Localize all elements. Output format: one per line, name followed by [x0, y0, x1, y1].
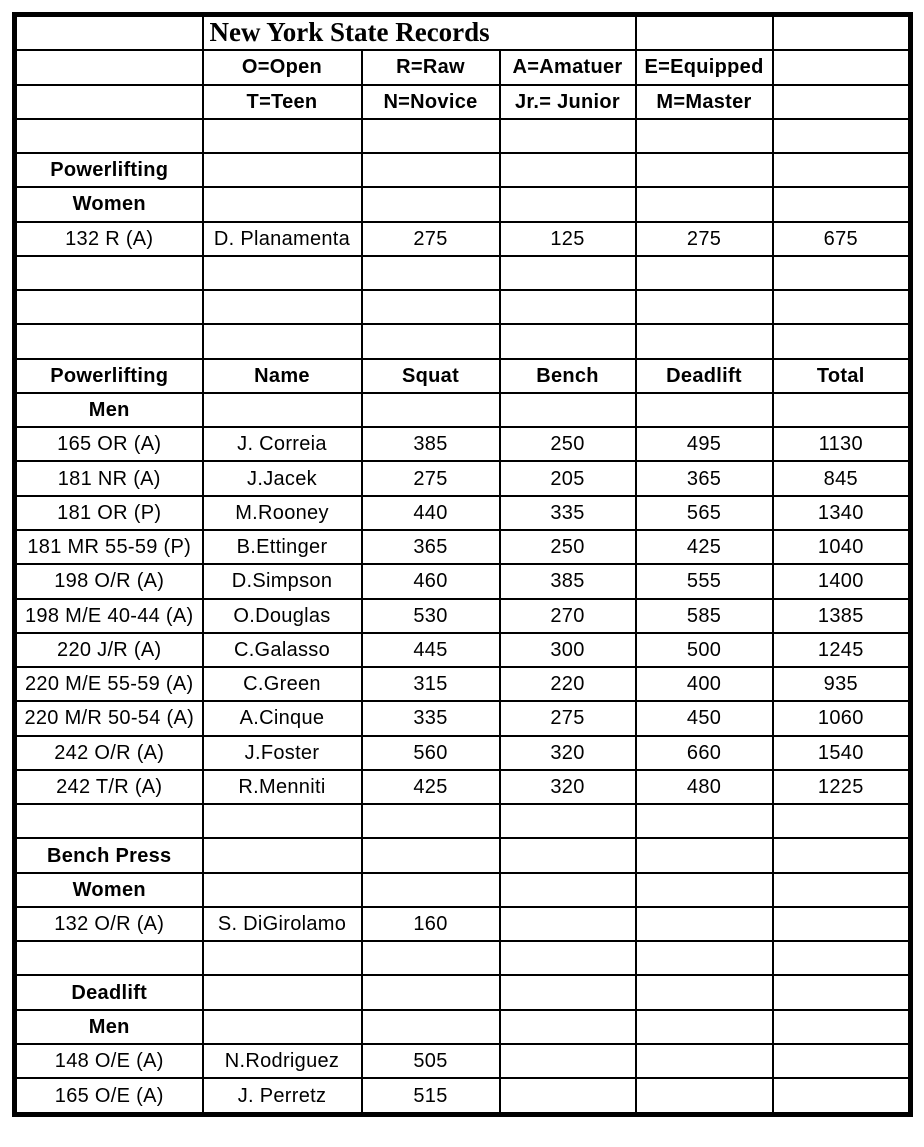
blank-cell	[362, 393, 500, 427]
blank-cell	[500, 119, 636, 153]
blank-cell	[773, 393, 911, 427]
squat-cell: 530	[362, 599, 500, 633]
record-row	[15, 599, 911, 633]
blank-cell	[203, 256, 362, 290]
lifter-name-cell: B.Ettinger	[203, 530, 362, 564]
squat-cell: 560	[362, 736, 500, 770]
record-row	[15, 701, 911, 735]
bench-cell: 385	[500, 564, 636, 598]
blank-cell	[203, 1010, 362, 1044]
blank-cell	[362, 290, 500, 324]
bench-cell: 300	[500, 633, 636, 667]
bench-cell: 220	[500, 667, 636, 701]
group-row	[15, 1010, 911, 1044]
lifter-name-cell: J. Correia	[203, 427, 362, 461]
blank-cell	[362, 324, 500, 358]
legend-amateur-cell: A=Amatuer	[500, 50, 636, 84]
weight-class-cell: 198 M/E 40-44 (A)	[15, 599, 203, 633]
empty-row	[15, 804, 911, 838]
squat-header: Squat	[362, 359, 500, 393]
blank-cell	[636, 838, 773, 872]
deadlift-cell: 585	[636, 599, 773, 633]
total-cell: 1400	[773, 564, 911, 598]
legend-row-2	[15, 85, 911, 119]
blank-cell	[203, 393, 362, 427]
blank-cell	[500, 393, 636, 427]
section-row	[15, 838, 911, 872]
blank-cell	[773, 153, 911, 187]
deadlift-cell: 480	[636, 770, 773, 804]
blank-cell	[15, 290, 203, 324]
squat-cell: 460	[362, 564, 500, 598]
record-row	[15, 564, 911, 598]
blank-cell	[203, 324, 362, 358]
blank-cell	[362, 1010, 500, 1044]
deadlift-cell: 275	[636, 222, 773, 256]
section-label-cell: Bench Press	[15, 838, 203, 872]
deadlift-cell: 495	[636, 427, 773, 461]
blank-cell	[636, 153, 773, 187]
blank-cell	[203, 941, 362, 975]
blank-cell	[15, 85, 203, 119]
bench-cell: 250	[500, 427, 636, 461]
squat-cell: 365	[362, 530, 500, 564]
blank-cell	[773, 50, 911, 84]
legend-master-cell: M=Master	[636, 85, 773, 119]
blank-cell	[636, 119, 773, 153]
blank-cell	[15, 256, 203, 290]
bench-cell: 275	[500, 701, 636, 735]
blank-cell	[773, 804, 911, 838]
blank-cell	[203, 873, 362, 907]
weight-class-cell: 165 OR (A)	[15, 427, 203, 461]
deadlift-cell: 425	[636, 530, 773, 564]
record-row	[15, 633, 911, 667]
record-row	[15, 222, 911, 256]
record-row	[15, 907, 911, 941]
lifter-name-cell: J. Perretz	[203, 1078, 362, 1114]
table-title-cell: New York State Records	[203, 15, 636, 51]
bench-header: Bench	[500, 359, 636, 393]
blank-cell	[773, 119, 911, 153]
record-row	[15, 736, 911, 770]
squat-cell: 445	[362, 633, 500, 667]
total-cell	[773, 907, 911, 941]
weight-class-cell: 220 M/R 50-54 (A)	[15, 701, 203, 735]
record-row	[15, 770, 911, 804]
blank-cell	[636, 324, 773, 358]
blank-cell	[636, 15, 773, 51]
deadlift-header: Deadlift	[636, 359, 773, 393]
deadlift-cell: 365	[636, 461, 773, 495]
section-label-cell: Powerlifting	[15, 153, 203, 187]
section-label-cell: Deadlift	[15, 975, 203, 1009]
legend-novice-cell: N=Novice	[362, 85, 500, 119]
total-cell	[773, 1044, 911, 1078]
bench-cell: 250	[500, 530, 636, 564]
weight-class-cell: 220 M/E 55-59 (A)	[15, 667, 203, 701]
bench-cell: 205	[500, 461, 636, 495]
blank-cell	[500, 153, 636, 187]
blank-cell	[362, 804, 500, 838]
name-header: Name	[203, 359, 362, 393]
blank-cell	[773, 975, 911, 1009]
blank-cell	[773, 187, 911, 221]
blank-cell	[362, 873, 500, 907]
total-cell: 1040	[773, 530, 911, 564]
blank-cell	[773, 1010, 911, 1044]
squat-cell: 440	[362, 496, 500, 530]
squat-cell: 335	[362, 701, 500, 735]
deadlift-cell: 555	[636, 564, 773, 598]
deadlift-cell: 400	[636, 667, 773, 701]
squat-cell: 315	[362, 667, 500, 701]
lifter-name-cell: D. Planamenta	[203, 222, 362, 256]
weight-class-cell: 220 J/R (A)	[15, 633, 203, 667]
weight-class-cell: 181 MR 55-59 (P)	[15, 530, 203, 564]
lifter-name-cell: J.Jacek	[203, 461, 362, 495]
blank-cell	[500, 975, 636, 1009]
bench-cell: 320	[500, 770, 636, 804]
blank-cell	[203, 119, 362, 153]
deadlift-cell: 500	[636, 633, 773, 667]
blank-cell	[362, 187, 500, 221]
record-row	[15, 667, 911, 701]
blank-cell	[500, 256, 636, 290]
weight-class-cell: 132 O/R (A)	[15, 907, 203, 941]
blank-cell	[773, 290, 911, 324]
lifter-name-cell: A.Cinque	[203, 701, 362, 735]
total-cell: 1540	[773, 736, 911, 770]
total-cell	[773, 1078, 911, 1114]
section-row	[15, 153, 911, 187]
weight-class-cell: 181 NR (A)	[15, 461, 203, 495]
empty-row	[15, 256, 911, 290]
blank-cell	[773, 941, 911, 975]
header-row	[15, 359, 911, 393]
group-row	[15, 873, 911, 907]
legend-junior-cell: Jr.= Junior	[500, 85, 636, 119]
blank-cell	[203, 153, 362, 187]
title-row	[15, 15, 911, 51]
group-label-cell: Men	[15, 393, 203, 427]
deadlift-cell	[636, 1044, 773, 1078]
blank-cell	[362, 941, 500, 975]
blank-cell	[362, 838, 500, 872]
blank-cell	[636, 187, 773, 221]
bench-cell	[500, 1044, 636, 1078]
total-header: Total	[773, 359, 911, 393]
blank-cell	[636, 975, 773, 1009]
blank-cell	[362, 153, 500, 187]
lifter-name-cell: M.Rooney	[203, 496, 362, 530]
squat-cell: 505	[362, 1044, 500, 1078]
group-row	[15, 393, 911, 427]
squat-cell: 425	[362, 770, 500, 804]
blank-cell	[636, 290, 773, 324]
squat-cell: 275	[362, 461, 500, 495]
blank-cell	[500, 324, 636, 358]
total-cell: 1340	[773, 496, 911, 530]
weight-class-cell: 181 OR (P)	[15, 496, 203, 530]
group-label-cell: Women	[15, 187, 203, 221]
bench-cell: 335	[500, 496, 636, 530]
blank-cell	[773, 85, 911, 119]
lifter-name-cell: R.Menniti	[203, 770, 362, 804]
blank-cell	[500, 838, 636, 872]
weight-class-cell: 165 O/E (A)	[15, 1078, 203, 1114]
blank-cell	[15, 804, 203, 838]
blank-cell	[636, 804, 773, 838]
record-row	[15, 496, 911, 530]
powerlifting-header: Powerlifting	[15, 359, 203, 393]
records-table	[12, 12, 913, 1117]
blank-cell	[15, 50, 203, 84]
blank-cell	[203, 187, 362, 221]
empty-row	[15, 290, 911, 324]
deadlift-cell: 660	[636, 736, 773, 770]
lifter-name-cell: D.Simpson	[203, 564, 362, 598]
empty-row	[15, 941, 911, 975]
deadlift-cell	[636, 1078, 773, 1114]
blank-cell	[500, 1010, 636, 1044]
lifter-name-cell: O.Douglas	[203, 599, 362, 633]
squat-cell: 275	[362, 222, 500, 256]
total-cell: 675	[773, 222, 911, 256]
total-cell: 1060	[773, 701, 911, 735]
lifter-name-cell: N.Rodriguez	[203, 1044, 362, 1078]
blank-cell	[15, 941, 203, 975]
record-row	[15, 530, 911, 564]
total-cell: 1385	[773, 599, 911, 633]
weight-class-cell: 132 R (A)	[15, 222, 203, 256]
empty-row	[15, 119, 911, 153]
bench-cell	[500, 907, 636, 941]
total-cell: 1225	[773, 770, 911, 804]
total-cell: 1245	[773, 633, 911, 667]
blank-cell	[500, 804, 636, 838]
bench-cell: 320	[500, 736, 636, 770]
bench-cell: 125	[500, 222, 636, 256]
blank-cell	[15, 119, 203, 153]
weight-class-cell: 242 O/R (A)	[15, 736, 203, 770]
legend-open-cell: O=Open	[203, 50, 362, 84]
legend-row-1	[15, 50, 911, 84]
deadlift-cell	[636, 907, 773, 941]
blank-cell	[500, 290, 636, 324]
squat-cell: 160	[362, 907, 500, 941]
blank-cell	[362, 119, 500, 153]
blank-cell	[636, 256, 773, 290]
blank-cell	[500, 873, 636, 907]
blank-cell	[15, 324, 203, 358]
blank-cell	[773, 324, 911, 358]
blank-cell	[362, 256, 500, 290]
group-label-cell: Women	[15, 873, 203, 907]
blank-cell	[203, 804, 362, 838]
lifter-name-cell: S. DiGirolamo	[203, 907, 362, 941]
blank-cell	[636, 873, 773, 907]
section-row	[15, 975, 911, 1009]
blank-cell	[203, 975, 362, 1009]
blank-cell	[15, 15, 203, 51]
record-row	[15, 1078, 911, 1114]
blank-cell	[203, 838, 362, 872]
total-cell: 1130	[773, 427, 911, 461]
legend-raw-cell: R=Raw	[362, 50, 500, 84]
blank-cell	[500, 941, 636, 975]
blank-cell	[773, 256, 911, 290]
blank-cell	[636, 941, 773, 975]
lifter-name-cell: J.Foster	[203, 736, 362, 770]
total-cell: 845	[773, 461, 911, 495]
lifter-name-cell: C.Green	[203, 667, 362, 701]
lifter-name-cell: C.Galasso	[203, 633, 362, 667]
deadlift-cell: 565	[636, 496, 773, 530]
bench-cell: 270	[500, 599, 636, 633]
blank-cell	[773, 873, 911, 907]
group-label-cell: Men	[15, 1010, 203, 1044]
blank-cell	[500, 187, 636, 221]
deadlift-cell: 450	[636, 701, 773, 735]
blank-cell	[636, 1010, 773, 1044]
blank-cell	[773, 838, 911, 872]
legend-teen-cell: T=Teen	[203, 85, 362, 119]
squat-cell: 385	[362, 427, 500, 461]
blank-cell	[773, 15, 911, 51]
weight-class-cell: 198 O/R (A)	[15, 564, 203, 598]
blank-cell	[636, 393, 773, 427]
legend-equipped-cell: E=Equipped	[636, 50, 773, 84]
record-row	[15, 427, 911, 461]
weight-class-cell: 148 O/E (A)	[15, 1044, 203, 1078]
group-row	[15, 187, 911, 221]
bench-cell	[500, 1078, 636, 1114]
squat-cell: 515	[362, 1078, 500, 1114]
weight-class-cell: 242 T/R (A)	[15, 770, 203, 804]
records-table-body	[15, 15, 911, 1115]
record-row	[15, 461, 911, 495]
blank-cell	[203, 290, 362, 324]
total-cell: 935	[773, 667, 911, 701]
record-row	[15, 1044, 911, 1078]
blank-cell	[362, 975, 500, 1009]
empty-row	[15, 324, 911, 358]
